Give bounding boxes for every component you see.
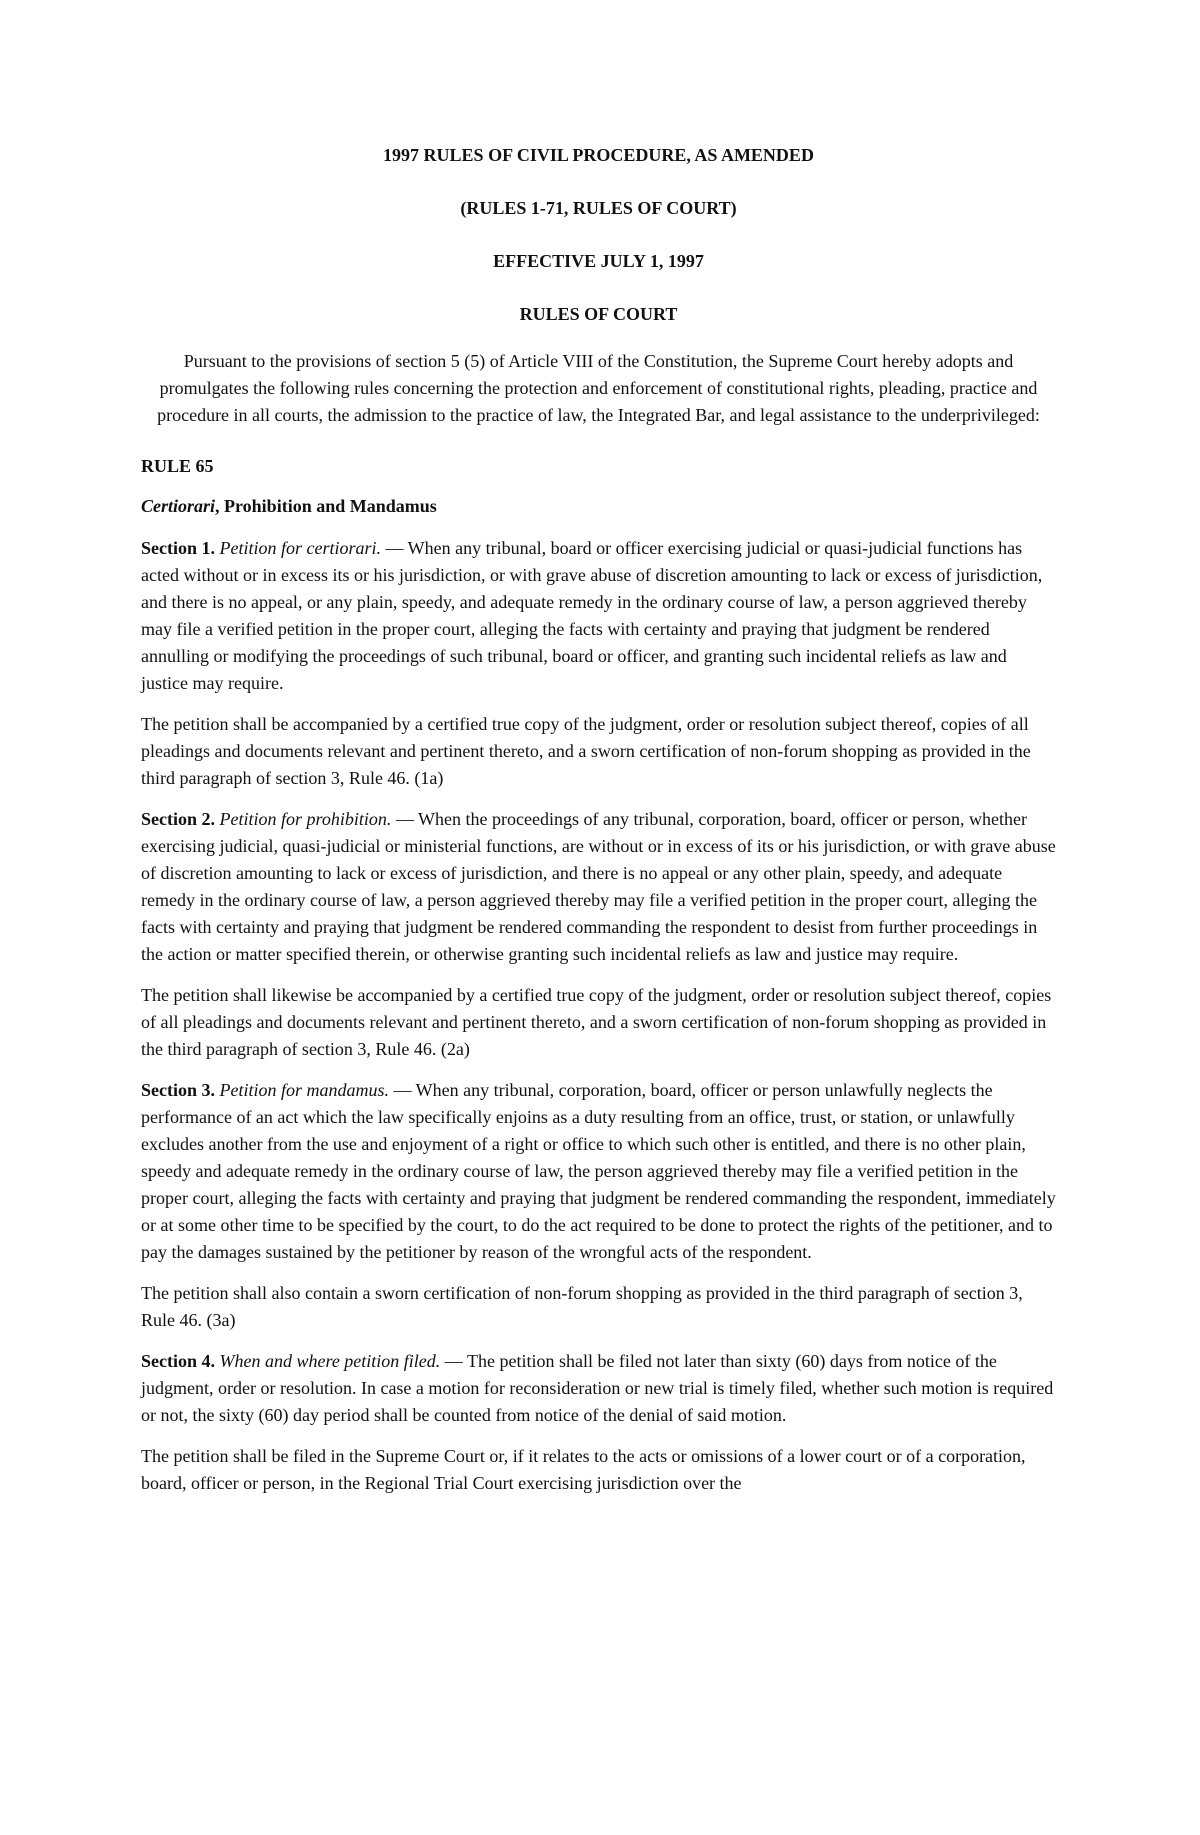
rules-of-court-heading: RULES OF COURT xyxy=(519,304,678,324)
effective-date: EFFECTIVE JULY 1, 1997 xyxy=(493,251,704,271)
section-2-label: Section 2. xyxy=(141,809,215,829)
section-4-paragraph xyxy=(141,1348,1056,1429)
rule-number: RULE 65 xyxy=(141,456,214,476)
section-4-title: When and where petition filed. xyxy=(219,1351,441,1371)
section-1-paragraph xyxy=(141,535,1056,697)
preamble-text: Pursuant to the provisions of section 5 (5) of Article VIII of the Constitution, the Supreme Court hereby adopts and promulgates the following rules concerning the protection and enforcement of constitutional rights, pleading, practice and procedure in all courts, the admission to the practice of law, the Integrated Bar, and legal assistance to the underprivileged: xyxy=(157,351,1040,425)
section-3-paragraph xyxy=(141,1077,1056,1266)
section-2-paragraph xyxy=(141,806,1056,968)
section-4-body: — The petition shall be filed not later than sixty (60) days from notice of the judgment, order or resolution. In case a motion for reconsideration or new trial is timely filed, whether such motion is required or not, the sixty (60) day period shall be counted from notice of the denial of said motion. xyxy=(141,1351,1054,1425)
section-3-body: — When any tribunal, corporation, board, officer or person unlawfully neglects the performance of an act which the law specifically enjoins as a duty resulting from an office, trust, or station, or unlawfully excludes another from the use and enjoyment of a right or office to which such other is entitled, and there is no other plain, speedy and adequate remedy in the ordinary course of law, the person aggrieved thereby may file a verified petition in the proper court, alleging the facts with certainty and praying that judgment be rendered commanding the respondent, immediately or at some other time to be specified by the court, to do the act required to be done to protect the rights of the petitioner, and to pay the damages sustained by the petitioner by reason of the wrongful acts of the respondent. xyxy=(141,1080,1056,1262)
section-3-title: Petition for mandamus. xyxy=(219,1080,389,1100)
rule-title-rest: , Prohibition and Mandamus xyxy=(215,496,437,516)
section-1-label: Section 1. xyxy=(141,538,215,558)
section-2-title: Petition for prohibition. xyxy=(219,809,392,829)
section-2-followup: The petition shall likewise be accompanied by a certified true copy of the judgment, order or resolution subject thereof, copies of all pleadings and documents relevant and pertinent thereto, and a sworn certification of non-forum shopping as provided in the third paragraph of section 3, Rule 46. (2a) xyxy=(141,985,1052,1059)
document-title: 1997 RULES OF CIVIL PROCEDURE, AS AMENDED xyxy=(383,145,814,165)
section-3-followup: The petition shall also contain a sworn certification of non-forum shopping as provided in the third paragraph of section 3, Rule 46. (3a) xyxy=(141,1283,1023,1330)
rule-title xyxy=(141,493,1056,520)
section-4-label: Section 4. xyxy=(141,1351,215,1371)
section-2-body: — When the proceedings of any tribunal, corporation, board, officer or person, whether exercising judicial, quasi-judicial or ministerial functions, are without or in excess of its or his jurisdiction, or with grave abuse of discretion amounting to lack or excess of jurisdiction, and there is no appeal or any other plain, speedy, and adequate remedy in the ordinary course of law, a person aggrieved thereby may file a verified petition in the proper court, alleging the facts with certainty and praying that judgment be rendered commanding the respondent to desist from further proceedings in the action or matter specified therein, or otherwise granting such incidental reliefs as law and justice may require. xyxy=(141,809,1056,964)
section-1-followup: The petition shall be accompanied by a certified true copy of the judgment, order or resolution subject thereof, copies of all pleadings and documents relevant and pertinent thereto, and a sworn certification of non-forum shopping as provided in the third paragraph of section 3, Rule 46. (1a) xyxy=(141,714,1031,788)
section-1-title: Petition for certiorari. xyxy=(219,538,381,558)
rule-title-italic: Certiorari xyxy=(141,496,216,516)
document-content xyxy=(141,142,1056,1511)
document-subtitle: (RULES 1-71, RULES OF COURT) xyxy=(460,198,737,218)
section-4-followup: The petition shall be filed in the Supreme Court or, if it relates to the acts or omissions of a lower court or of a corporation, board, officer or person, in the Regional Trial Court exercising jurisdiction over the xyxy=(141,1446,1026,1493)
section-1-body: — When any tribunal, board or officer exercising judicial or quasi-judicial functions has acted without or in excess its or his jurisdiction, or with grave abuse of discretion amounting to lack or excess of jurisdiction, and there is no appeal, or any plain, speedy, and adequate remedy in the ordinary course of law, a person aggrieved thereby may file a verified petition in the proper court, alleging the facts with certainty and praying that judgment be rendered annulling or modifying the proceedings of such tribunal, board or officer, and granting such incidental reliefs as law and justice may require. xyxy=(141,538,1043,693)
section-3-label: Section 3. xyxy=(141,1080,215,1100)
